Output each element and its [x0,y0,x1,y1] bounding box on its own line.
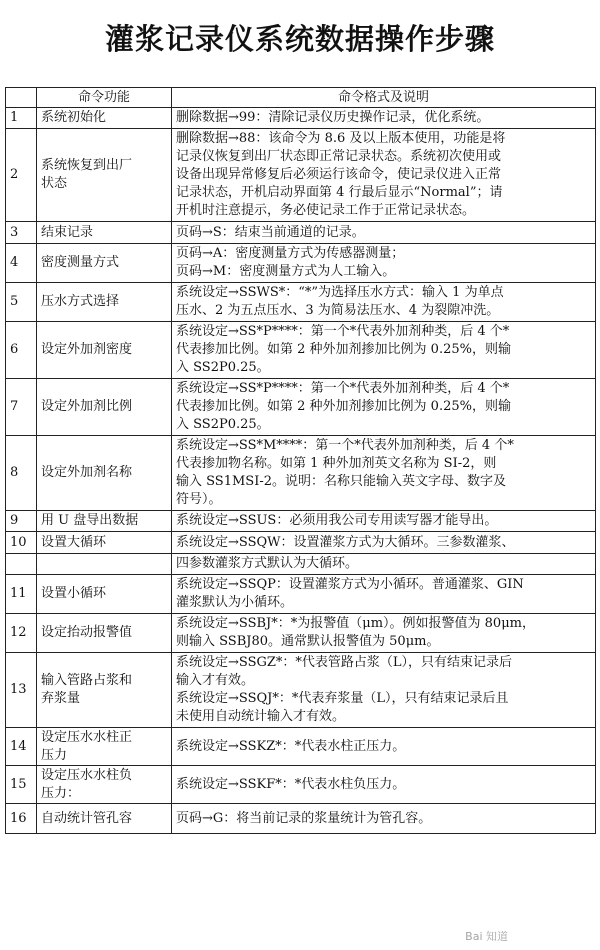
command-description-line: 代表掺加物名称。如第 1 种外加剂英文名称为 SI-2，则 [176,456,497,471]
command-description [172,614,596,653]
command-description-line: 系统设定→SSGZ*：*代表管路占浆（L），只有结束记录后 [176,655,513,670]
row-number [6,554,37,575]
command-function-line: 用 U 盘导出数据 [41,513,139,528]
command-table [5,87,596,834]
command-description [172,728,596,766]
table-row [6,511,596,532]
command-description-line: 灌浆默认为小循环。 [176,595,294,610]
row-number: 11 [6,575,37,614]
row-number: 12 [6,614,37,653]
command-description-line: 系统设定→SSKF*：*代表水柱负压力。 [176,776,406,792]
command-function-line: 设定抬动报警值 [41,625,133,640]
table-row [6,129,596,222]
command-description [172,766,596,804]
command-function [37,222,172,244]
table-row [6,108,596,129]
command-function [37,554,172,575]
table-row [6,532,596,554]
command-description-line: 代表掺加比例。如第 2 种外加剂掺加比例为 0.25%，则输 [176,342,511,357]
command-description [172,322,596,379]
row-number: 14 [6,728,37,766]
command-description [172,804,596,834]
command-description [172,244,596,283]
row-number: 1 [6,108,37,129]
command-description [172,554,596,575]
command-function-line: 自动统计管孔容 [41,810,133,826]
command-description-line: 四参数灌浆方式默认为大循环。 [176,556,359,571]
table-row [6,222,596,244]
command-function-line: 设定外加剂名称 [41,465,133,480]
row-number: 3 [6,222,37,244]
command-description [172,436,596,511]
command-function [37,129,172,222]
command-description [172,129,596,222]
row-number: 7 [6,379,37,436]
command-description-line: 记录状态，开机启动界面第 4 行最后显示“Normal”；请 [176,185,503,200]
command-description-line: 则输入 SSBJ80。通常默认报警值为 50μm。 [176,634,440,649]
command-description-line: 系统设定→SSQJ*：*代表弃浆量（L），只有结束记录后且 [176,691,509,706]
command-description [172,222,596,244]
command-function-line: 状态 [41,176,68,191]
command-function-line: 系统初始化 [41,110,107,125]
command-function-line: 压力： [41,785,81,801]
command-function-line: 压水方式选择 [41,294,120,309]
command-function [37,766,172,804]
command-function [37,653,172,728]
command-function-line: 压力 [41,747,68,763]
table-header-row [6,88,596,108]
row-number: 15 [6,766,37,804]
watermark: Bai 知道 [465,930,508,943]
command-function [37,322,172,379]
command-description [172,653,596,728]
command-description [172,379,596,436]
table-row [6,804,596,834]
row-number: 6 [6,322,37,379]
row-number: 2 [6,129,37,222]
command-function [37,244,172,283]
command-function [37,728,172,766]
command-description-line: 系统设定→SS*M****：第一个*代表外加剂种类，后 4 个* [176,438,514,453]
command-function [37,804,172,834]
command-function-line: 设置大循环 [41,534,107,550]
page-title: 灌浆记录仪系统数据操作步骤 [104,22,495,56]
table-row [6,575,596,614]
command-description-line: 系统设定→SS*P****：第一个*代表外加剂种类，后 4 个* [176,381,510,396]
command-description-line: 入 SS2P0.25。 [176,417,270,432]
command-description-line: 记录仪恢复到出厂状态即正常记录状态。系统初次使用或 [176,149,502,164]
command-description-line: 系统设定→SSQP：设置灌浆方式为小循环。普通灌浆、GIN [176,577,524,592]
command-description-line: 系统设定→SSKZ*：*代表水柱正压力。 [176,738,406,754]
row-number: 4 [6,244,37,283]
command-description-line: 删除数据→99：清除记录仪历史操作记录，优化系统。 [176,110,490,125]
command-description-line: 符号）。 [176,492,222,507]
command-description-line: 代表掺加比例。如第 2 种外加剂掺加比例为 0.25%，则输 [176,399,511,414]
table-row [6,436,596,511]
command-description-line: 系统设定→SSQW：设置灌浆方式为大循环。三参数灌浆、 [176,534,515,550]
command-description-line: 页码→S：结束当前通道的记录。 [176,224,365,240]
command-description-line: 系统设定→SSWS*：“*”为选择压水方式：输入 1 为单点 [176,285,504,300]
command-function [37,532,172,554]
row-number: 5 [6,283,37,322]
row-number: 9 [6,511,37,532]
command-description [172,283,596,322]
table-row [6,322,596,379]
header-command-function: 命令功能 [37,88,172,108]
command-description [172,511,596,532]
command-description-line: 页码→M：密度测量方式为人工输入。 [176,264,396,279]
command-description-line: 页码→A：密度测量方式为传感器测量； [176,246,405,261]
command-function [37,436,172,511]
command-function-line: 系统恢复到出厂 [41,158,133,173]
table-row [6,653,596,728]
row-number: 13 [6,653,37,728]
command-description-line: 未使用自动统计输入才有效。 [176,709,346,724]
table-row [6,554,596,575]
table-row [6,614,596,653]
table-row [6,379,596,436]
command-function [37,379,172,436]
command-description-line: 开机时注意提示，务必使记录工作于正常记录状态。 [176,203,476,218]
command-description-line: 系统设定→SSBJ*：*为报警值（μm）。例如报警值为 80μm， [176,616,535,631]
command-description-line: 入 SS2P0.25。 [176,360,270,375]
command-description [172,532,596,554]
command-description-line: 系统设定→SS*P****：第一个*代表外加剂种类，后 4 个* [176,324,510,339]
command-function-line: 结束记录 [41,224,94,240]
command-function-line: 设定外加剂比例 [41,399,133,414]
command-description-line: 删除数据→88：该命令为 8.6 及以上版本使用，功能是将 [176,131,506,146]
command-description [172,575,596,614]
command-description-line: 输入才有效。 [176,673,255,688]
table-row [6,766,596,804]
command-description [172,108,596,129]
command-function-line: 设置小循环 [41,586,107,601]
table-row [6,728,596,766]
row-number: 8 [6,436,37,511]
command-function-line: 密度测量方式 [41,255,120,270]
command-description-line: 输入 SS1MSI-2。说明：名称只能输入英文字母、数字及 [176,474,507,489]
command-function [37,575,172,614]
command-function [37,283,172,322]
command-function [37,614,172,653]
command-description-line: 压水、2 为五点压水、3 为简易法压水、4 为裂隙冲洗。 [176,303,500,318]
command-description-line: 页码→G：将当前记录的浆量统计为管孔容。 [176,810,432,826]
command-function-line: 弃浆量 [41,691,81,706]
table-row [6,283,596,322]
command-function-line: 设定外加剂密度 [41,342,133,357]
command-function-line: 输入管路占浆和 [41,673,133,688]
command-function [37,511,172,532]
command-function [37,108,172,129]
header-command-format: 命令格式及说明 [172,88,596,108]
table-row [6,244,596,283]
header-index [6,88,37,108]
command-function-line: 设定压水水柱正 [41,729,133,745]
command-description-line: 系统设定→SSUS：必须用我公司专用读写器才能导出。 [176,513,498,528]
command-description-line: 设备出现异常修复后必须运行该命令，使记录仪进入正常 [176,167,502,182]
row-number: 16 [6,804,37,834]
row-number: 10 [6,532,37,554]
command-function-line: 设定压水水柱负 [41,767,133,783]
